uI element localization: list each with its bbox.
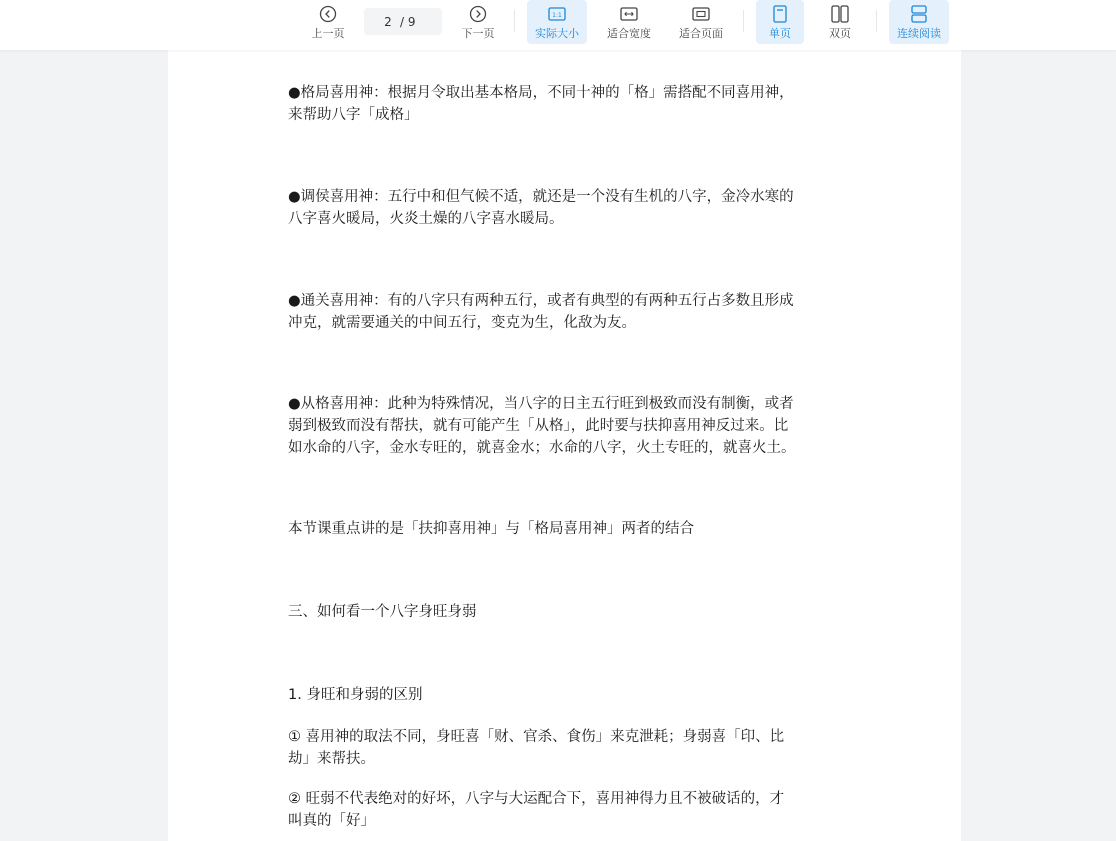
single-page-button[interactable] <box>756 0 804 44</box>
svg-text:1:1: 1:1 <box>552 12 562 19</box>
next-page-label: 下一页 <box>461 27 495 40</box>
chevron-right-circle-icon <box>469 5 487 23</box>
paragraph-bridge-useful-god <box>288 290 848 334</box>
text-line: 劫」来帮扶。 <box>288 751 375 767</box>
page-indicator <box>364 8 442 35</box>
toolbar-divider <box>514 10 515 32</box>
double-page-icon <box>830 5 850 23</box>
fit-width-icon <box>620 5 638 23</box>
fit-page-icon <box>692 5 710 23</box>
actual-size-button[interactable] <box>527 0 587 44</box>
continuous-reading-button[interactable] <box>889 0 949 44</box>
text-line: 叫真的「好」 <box>288 813 375 829</box>
text-line: ② 旺弱不代表绝对的好坏，八字与大运配合下，喜用神得力且不被破话的，才 <box>288 791 785 807</box>
text-line: ① 喜用神的取法不同，身旺喜「财、官杀、食伤」来克泄耗；身弱喜「印、比 <box>288 729 785 745</box>
text-line: 八字喜火暖局，火炎土燥的八字喜水暖局。 <box>288 211 564 227</box>
paragraph-climate-useful-god <box>288 186 848 230</box>
text-line: ●调侯喜用神：五行中和但气候不适，就还是一个没有生机的八字，金冷水寒的 <box>288 189 794 205</box>
continuous-scroll-icon <box>910 5 928 23</box>
fit-width-button[interactable] <box>600 0 658 44</box>
toolbar-divider <box>876 10 877 32</box>
text-line: ●从格喜用神：此种为特殊情况，当八字的日主五行旺到极致而没有制衡，或者 <box>288 396 794 412</box>
text-line: 弱到极致而没有帮扶，就有可能产生「从格」，此时要与扶抑喜用神反过来。比 <box>288 418 789 434</box>
text-line: ●格局喜用神：根据月令取出基本格局，不同十神的「格」需搭配不同喜用神， <box>288 85 794 101</box>
text-line: ●通关喜用神：有的八字只有两种五行，或者有典型的有两种五行占多数且形成 <box>288 293 794 309</box>
text-line: 来帮助八字「成格」 <box>288 107 419 123</box>
single-page-icon <box>772 5 788 23</box>
fit-page-button[interactable] <box>672 0 730 44</box>
text-line: 如水命的八字，金水专旺的，就喜金水；水命的八字，火土专旺的，就喜火土。 <box>288 440 796 456</box>
paragraph-pattern-useful-god <box>288 82 848 126</box>
fit-width-label: 适合宽度 <box>607 27 651 40</box>
text-line: 冲克，就需要通关的中间五行，变克为生，化敌为友。 <box>288 315 636 331</box>
actual-size-icon <box>548 5 566 23</box>
continuous-reading-label: 连续阅读 <box>897 27 941 40</box>
double-page-button[interactable] <box>816 0 864 44</box>
paragraph-follow-pattern-useful-god <box>288 393 848 459</box>
paragraph-point-2 <box>288 788 848 832</box>
actual-size-label: 实际大小 <box>535 27 579 40</box>
prev-page-button[interactable] <box>306 0 350 44</box>
page-number-input[interactable]: 2 <box>384 14 392 29</box>
double-page-label: 双页 <box>829 27 851 40</box>
section-heading: 三、如何看一个八字身旺身弱 <box>288 604 477 620</box>
paragraph-point-1 <box>288 726 848 770</box>
fit-page-label: 适合页面 <box>679 27 723 40</box>
prev-page-label: 上一页 <box>311 27 345 40</box>
viewer-toolbar <box>0 0 1116 50</box>
paragraph-lesson-focus: 本节课重点讲的是「扶抑喜用神」与「格局喜用神」两者的结合 <box>288 521 694 537</box>
subsection-heading: 1. 身旺和身弱的区别 <box>288 687 423 703</box>
toolbar-divider <box>743 10 744 32</box>
chevron-left-circle-icon <box>319 5 337 23</box>
single-page-label: 单页 <box>769 27 791 40</box>
total-pages: / 9 <box>400 14 416 29</box>
next-page-button[interactable] <box>456 0 500 44</box>
document-page <box>168 50 961 841</box>
